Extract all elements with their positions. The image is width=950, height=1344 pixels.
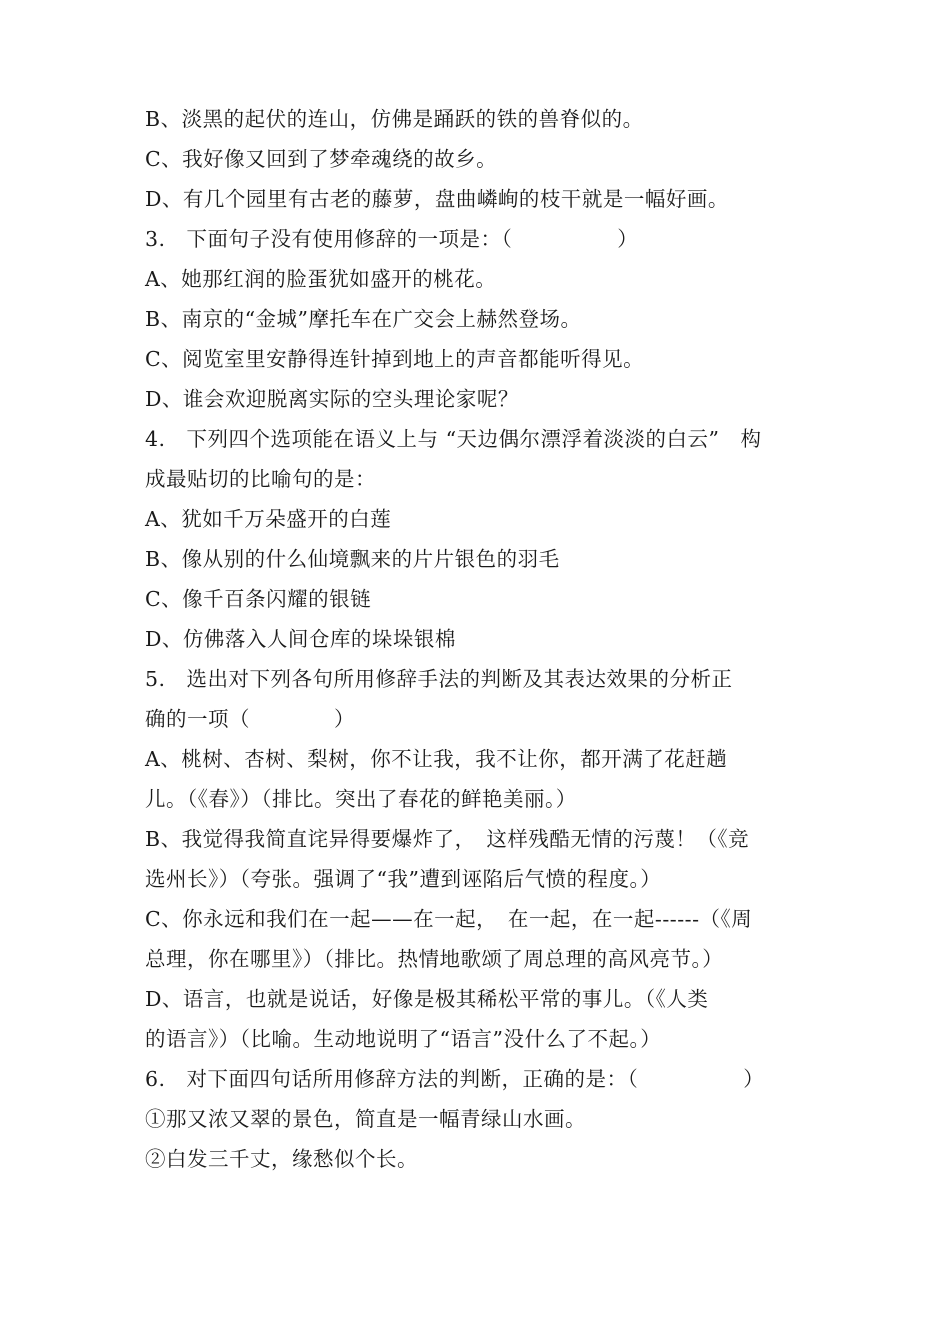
question-line: 确的一项（ ）: [145, 707, 355, 731]
option-line: A、犹如千万朵盛开的白莲: [145, 507, 392, 531]
option-line: A、桃树、杏树、梨树，你不让我，我不让你，都开满了花赶趟: [145, 747, 728, 771]
question-line: 6. 对下面四句话所用修辞方法的判断，正确的是：（ ）: [145, 1067, 765, 1091]
option-line: D、语言，也就是说话，好像是极其稀松平常的事儿。（《人类: [145, 987, 709, 1011]
option-line: B、像从别的什么仙境飘来的片片银色的羽毛: [145, 547, 560, 571]
question-line: 3. 下面句子没有使用修辞的一项是：（ ）: [145, 227, 639, 251]
option-line: 儿。（《春》）（排比。突出了春花的鲜艳美丽。）: [145, 787, 577, 811]
option-line: C、你永远和我们在一起——在一起， 在一起，在一起------（《周: [145, 907, 753, 931]
option-line: C、像千百条闪耀的银链: [145, 587, 372, 611]
option-line: 选州长》）（夸张。强调了“我”遭到诬陷后气愤的程度。）: [145, 867, 662, 891]
option-line: A、她那红润的脸蛋犹如盛开的桃花。: [145, 267, 497, 291]
option-line: 总理，你在哪里》）（排比。热情地歌颂了周总理的高风亮节。）: [145, 947, 724, 971]
question-line: 4. 下列四个选项能在语义上与 “天边偶尔漂浮着淡淡的白云” 构: [145, 427, 762, 451]
option-line: B、我觉得我简直诧异得要爆炸了， 这样残酷无情的污蔑！（《竞: [145, 827, 750, 851]
question-line: 5. 选出对下列各句所用修辞手法的判断及其表达效果的分析正: [145, 667, 733, 691]
option-line: B、南京的“金城”摩托车在广交会上赫然登场。: [145, 307, 582, 331]
option-line: 的语言》）（比喻。生动地说明了“语言”没什么了不起。）: [145, 1027, 662, 1051]
option-line: C、阅览室里安静得连针掉到地上的声音都能听得见。: [145, 347, 645, 371]
question-line: 成最贴切的比喻句的是：: [145, 467, 376, 491]
option-line: D、谁会欢迎脱离实际的空头理论家呢？: [145, 387, 519, 411]
option-line: B、淡黑的起伏的连山，仿佛是踊跃的铁的兽脊似的。: [145, 107, 644, 131]
sentence-line: ②白发三千丈，缘愁似个长。: [145, 1147, 418, 1171]
option-line: D、仿佛落入人间仓库的垛垛银棉: [145, 627, 456, 651]
option-line: C、我好像又回到了梦牵魂绕的故乡。: [145, 147, 498, 171]
sentence-line: ①那又浓又翠的景色，简直是一幅青绿山水画。: [145, 1107, 586, 1131]
option-line: D、有几个园里有古老的藤萝，盘曲嶙峋的枝干就是一幅好画。: [145, 187, 729, 211]
